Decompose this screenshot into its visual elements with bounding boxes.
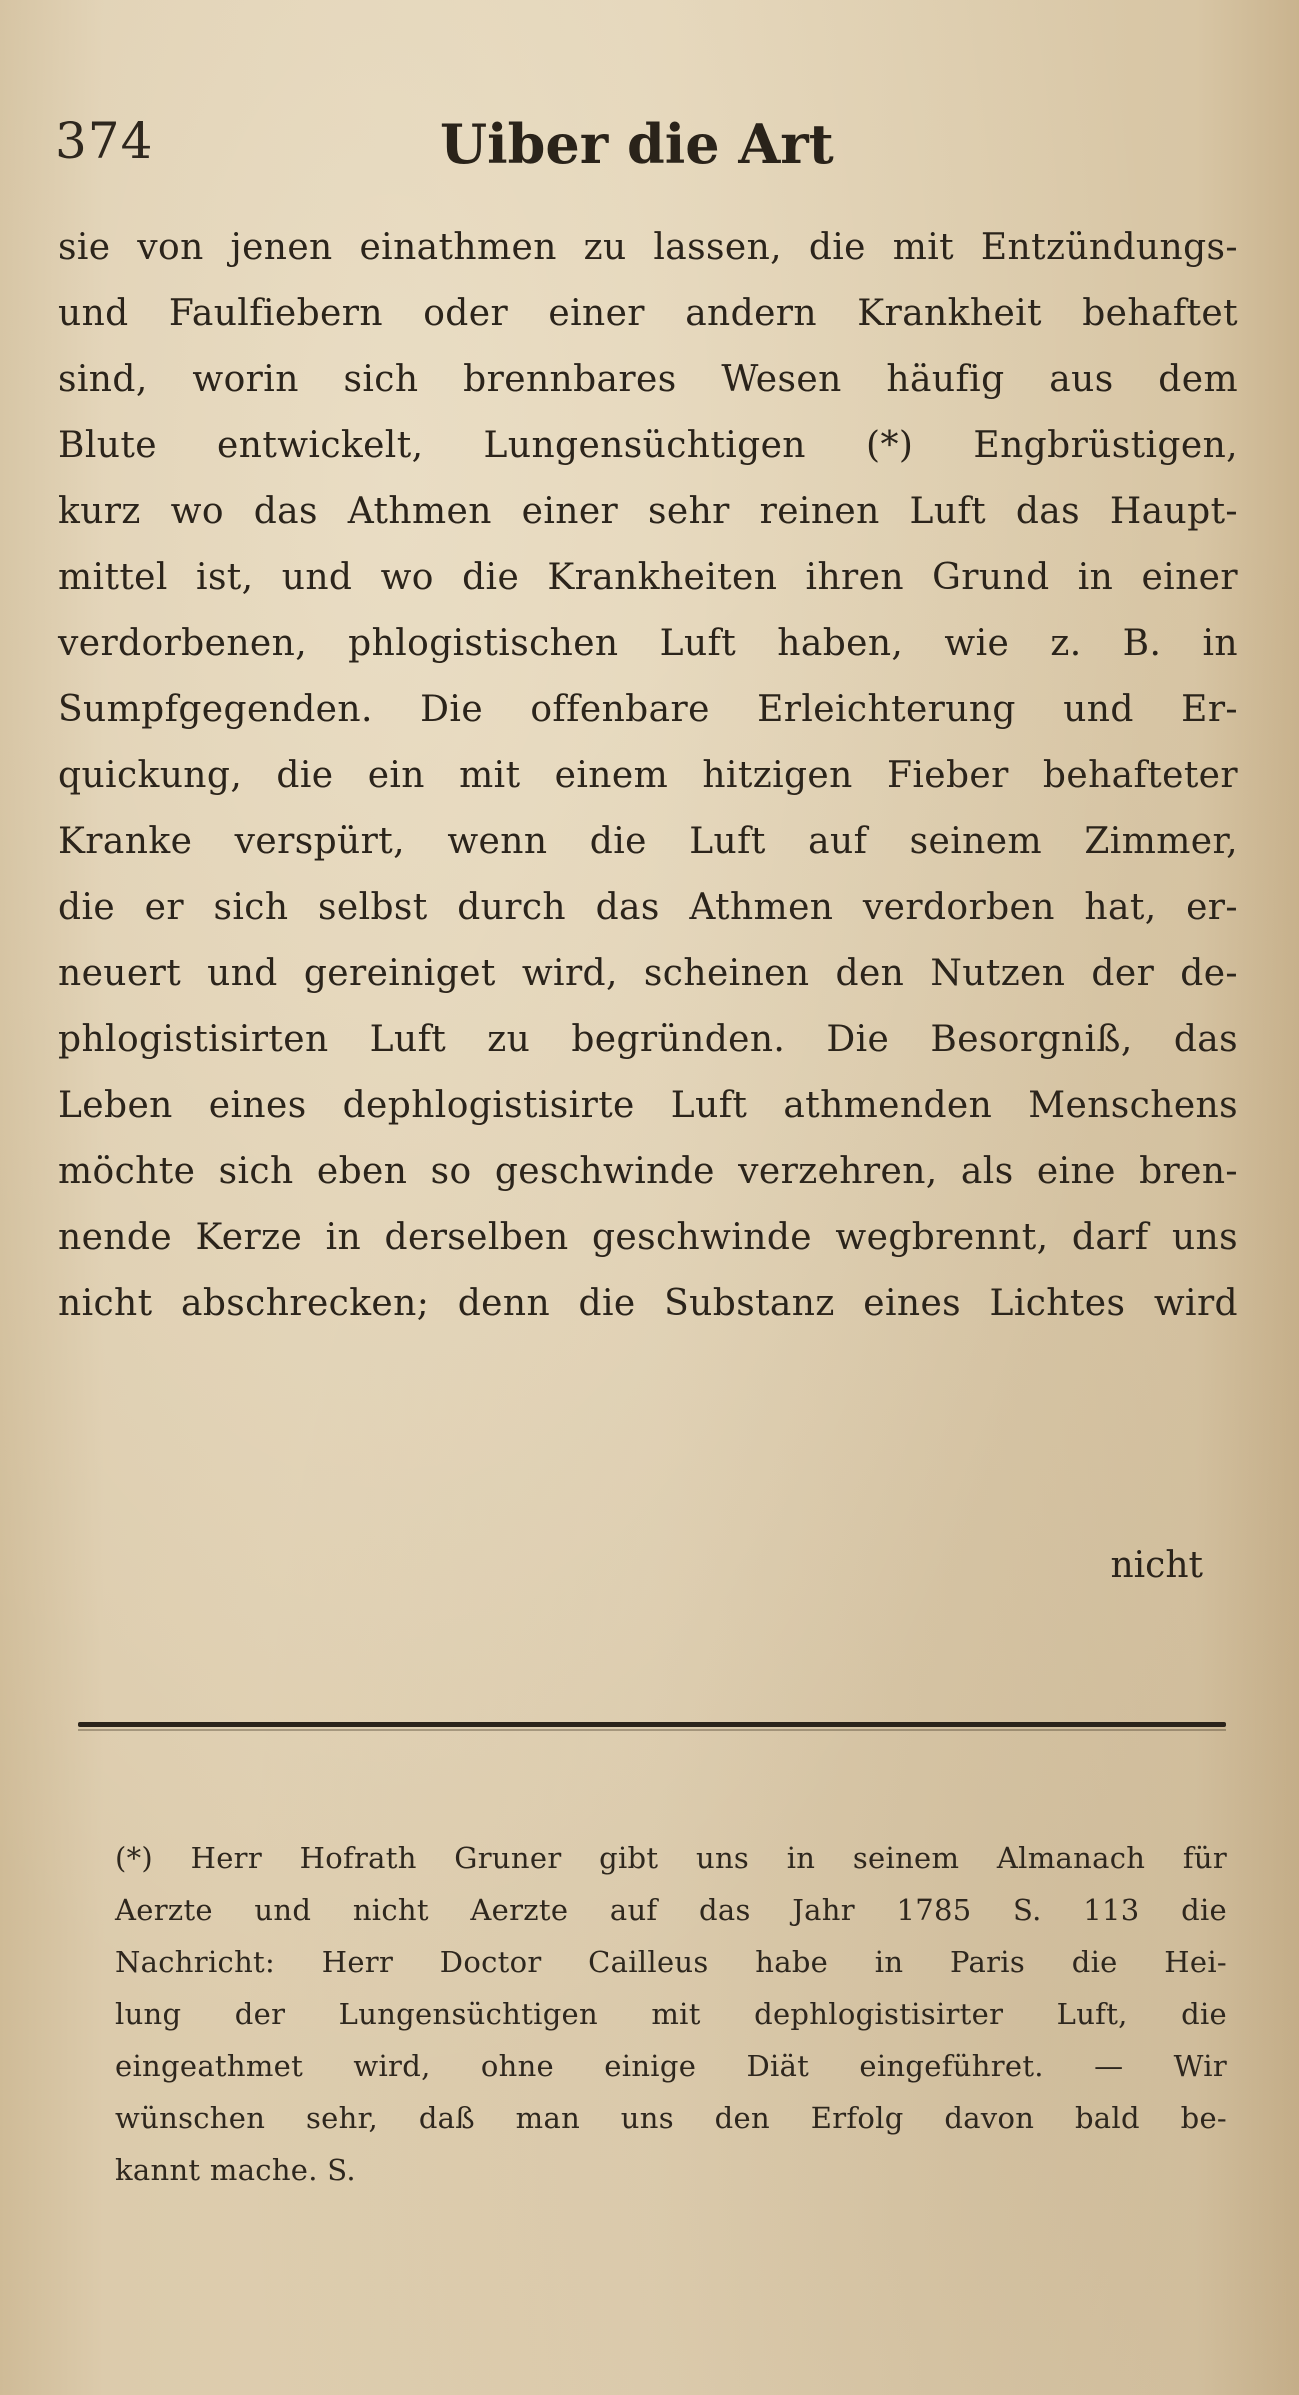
body-line: nende Kerze in derselben geschwinde wegbrennt, darf uns <box>58 1217 1238 1258</box>
body-line: quickung, die ein mit einem hitzigen Fieber behafteter <box>58 755 1238 796</box>
body-line: Blute entwickelt, Lungensüchtigen (*) Engbrüstigen, <box>58 425 1238 466</box>
footnote-line: (*) Herr Hofrath Gruner gibt uns in seinem Almanach für <box>115 1841 1227 1875</box>
body-line: verdorbenen, phlogistischen Luft haben, wie z. B. in <box>58 623 1238 664</box>
body-line: möchte sich eben so geschwinde verzehren, als eine bren- <box>58 1151 1238 1192</box>
body-line: Sumpfgegenden. Die offenbare Erleichterung und Er- <box>58 689 1238 730</box>
body-text <box>58 215 1238 1337</box>
body-line: nicht abschrecken; denn die Substanz eines Lichtes wird <box>58 1283 1238 1324</box>
footnote-divider-shadow <box>78 1729 1226 1731</box>
footnote-line: eingeathmet wird, ohne einige Diät eingeführet. — Wir <box>115 2049 1227 2083</box>
footnote-line: Nachricht: Herr Doctor Cailleus habe in Paris die Hei- <box>115 1945 1227 1979</box>
footnote-line: lung der Lungensüchtigen mit dephlogistisirter Luft, die <box>115 1997 1227 2031</box>
body-line: phlogistisirten Luft zu begründen. Die Besorgniß, das <box>58 1019 1238 1060</box>
page-number: 374 <box>55 112 154 170</box>
body-line: sind, worin sich brennbares Wesen häufig aus dem <box>58 359 1238 400</box>
body-line: Leben eines dephlogistisirte Luft athmenden Menschens <box>58 1085 1238 1126</box>
body-line: Kranke verspürt, wenn die Luft auf seinem Zimmer, <box>58 821 1238 862</box>
catchword: nicht <box>1110 1545 1203 1586</box>
body-line: neuert und gereiniget wird, scheinen den Nutzen der de- <box>58 953 1238 994</box>
body-line: mittel ist, und wo die Krankheiten ihren Grund in einer <box>58 557 1238 598</box>
footnote-line: Aerzte und nicht Aerzte auf das Jahr 1785 S. 113 die <box>115 1893 1227 1927</box>
page-header <box>55 112 1245 192</box>
running-head: Uiber die Art <box>440 112 834 176</box>
footnote-line: kannt mache. S. <box>115 2153 356 2187</box>
footnote <box>115 1832 1227 2196</box>
body-line: und Faulfiebern oder einer andern Krankheit behaftet <box>58 293 1238 334</box>
footnote-divider <box>78 1722 1226 1727</box>
body-line: sie von jenen einathmen zu lassen, die mit Entzündungs- <box>58 227 1238 268</box>
body-line: die er sich selbst durch das Athmen verdorben hat, er- <box>58 887 1238 928</box>
footnote-line: wünschen sehr, daß man uns den Erfolg davon bald be- <box>115 2101 1227 2135</box>
body-line: kurz wo das Athmen einer sehr reinen Luft das Haupt- <box>58 491 1238 532</box>
